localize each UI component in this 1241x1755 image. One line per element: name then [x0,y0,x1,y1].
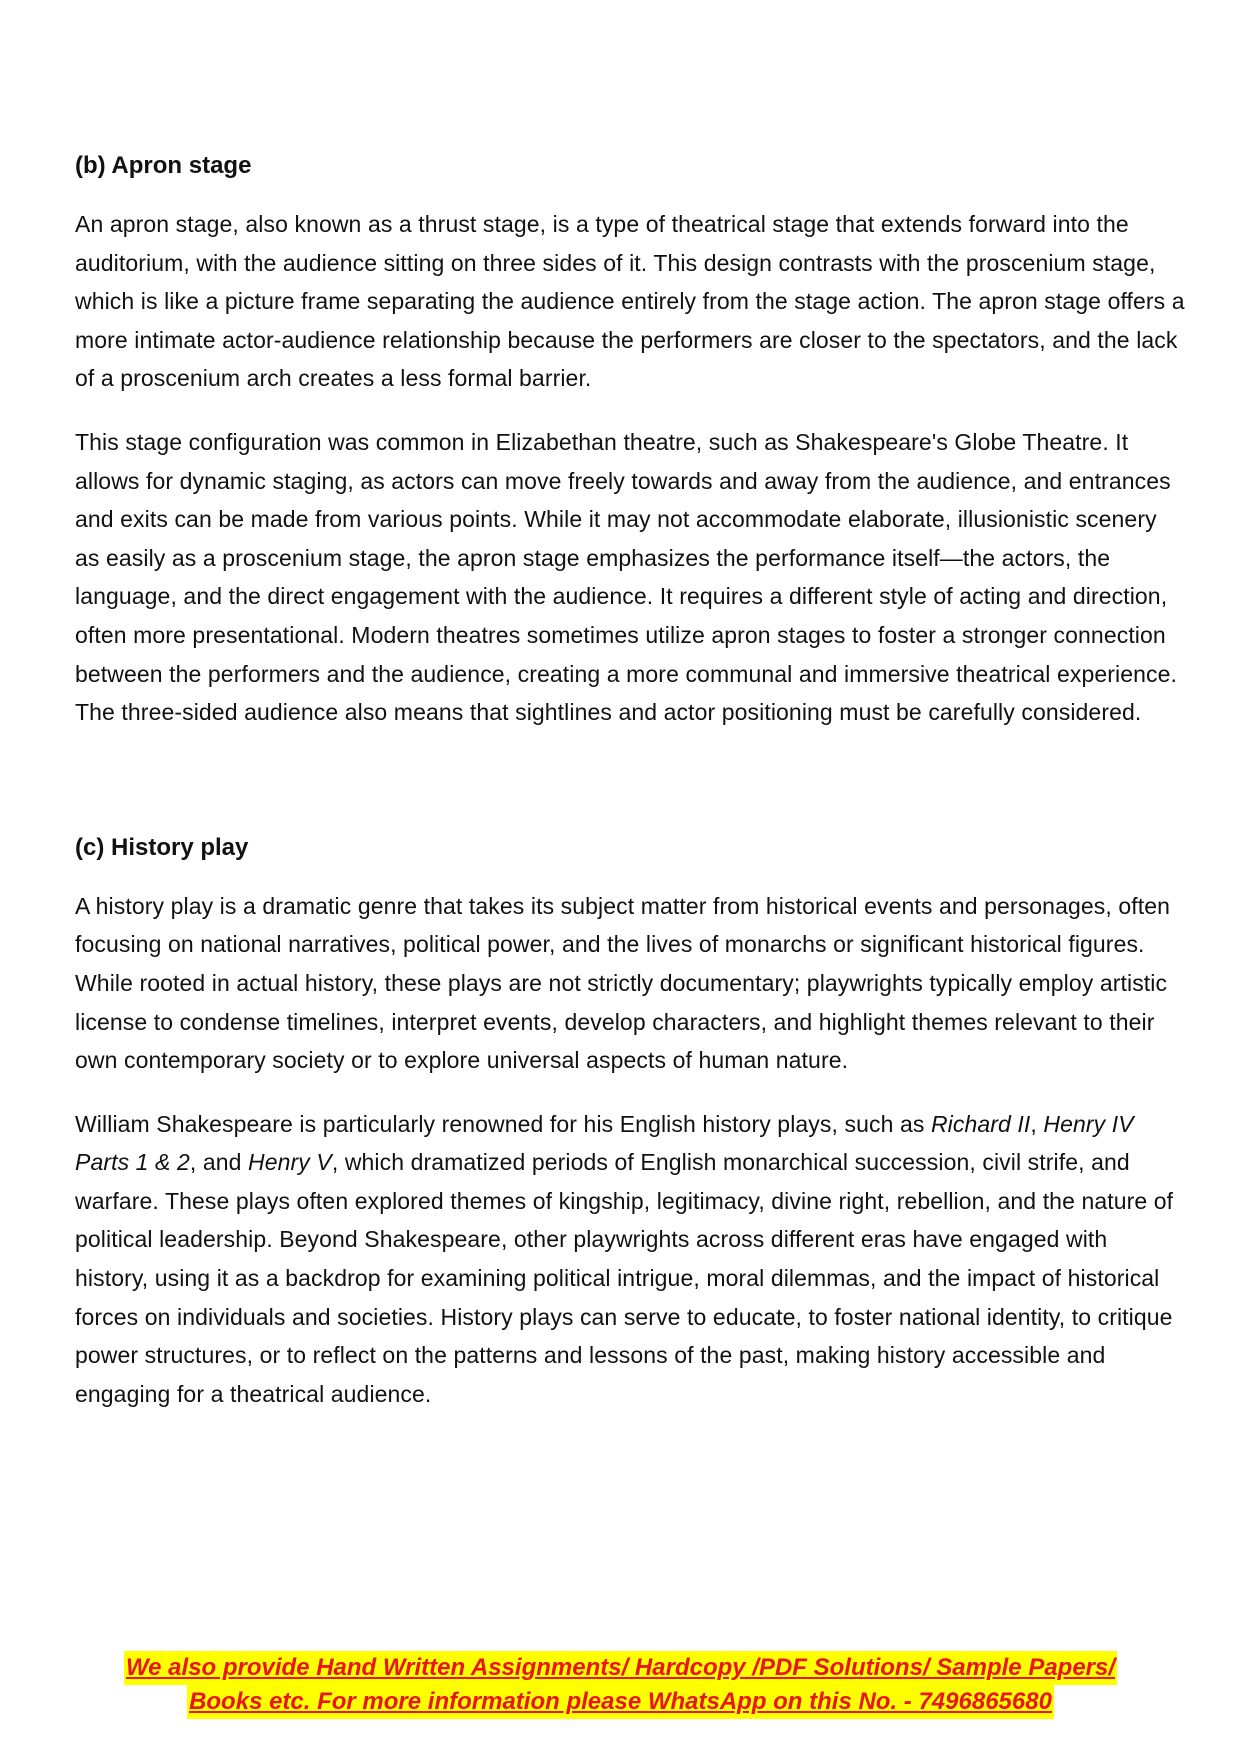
promo-line-1: We also provide Hand Written Assignments/ Hardcopy /PDF Solutions/ Sample Papers/ [124,1651,1117,1685]
section-b-paragraph-2: This stage configuration was common in Elizabethan theatre, such as Shakespeare's Globe Theatre. It allows for dynamic staging, as actors can move freely towards and away from the audience, and entrances and exits can be made from various points. While it may not accommodate elaborate, illusionistic scenery as easily as a proscenium stage, the apron stage emphasizes the performance itself—the actors, the language, and the direct engagement with the audience. It requires a different style of acting and direction, often more presentational. Modern theatres sometimes utilize apron stages to foster a stronger connection between the performers and the audience, creating a more communal and immersive theatrical experience. The three-sided audience also means that sightlines and actor positioning must be carefully considered. [75,428,1177,726]
paragraph-text: , which dramatized periods of English monarchical succession, civil strife, and warfare. These plays often explored themes of kingship, legitimacy, divine right, rebellion, and the nature of political leadership. Beyond Shakespeare, other playwrights across different eras have engaged with history, using it as a backdrop for examining political intrigue, moral dilemmas, and the impact of historical forces on individuals and societies. History plays can serve to educate, to foster national identity, to critique power structures, or to reflect on the patterns and lessons of the past, making history accessible and engaging for a theatrical audience. [75,1149,1174,1407]
section-b-heading: (b) Apron stage [75,152,252,179]
play-title-henry-iv: Henry IV Parts 1 & 2 [75,1110,1134,1176]
section-c-paragraph-1: A history play is a dramatic genre that takes its subject matter from historical events and personages, often focusing on national narratives, political power, and the lives of monarchs or significant historical figures. While rooted in actual history, these plays are not strictly documentary; playwrights typically employ artistic license to condense timelines, interpret events, develop characters, and highlight themes relevant to their own contemporary society or to explore universal aspects of human nature. [75,892,1170,1074]
section-b-paragraph-1: An apron stage, also known as a thrust stage, is a type of theatrical stage that extends forward into the auditorium, with the audience sitting on three sides of it. This design contrasts with the proscenium stage, which is like a picture frame separating the audience entirely from the stage action. The apron stage offers a more intimate actor-audience relationship because the performers are closer to the spectators, and the lack of a proscenium arch creates a less formal barrier. [75,211,1185,392]
play-title-richard-ii: Richard II [930,1110,1031,1137]
paragraph-text: William Shakespeare is particularly renowned for his English history plays, such as [75,1110,931,1137]
play-title-henry-v: Henry V [248,1149,332,1176]
paragraph-text: , and [189,1149,249,1176]
section-spacer [75,757,1185,832]
section-c-paragraph-2 [75,1105,1185,1414]
promo-line-2: Books etc. For more information please WhatsApp on this No. - 7496865680 [187,1685,1054,1719]
promo-footer [0,1651,1241,1719]
section-c-heading: (c) History play [75,833,249,861]
paragraph-text: , [1030,1110,1044,1137]
document-page [75,150,1185,1438]
